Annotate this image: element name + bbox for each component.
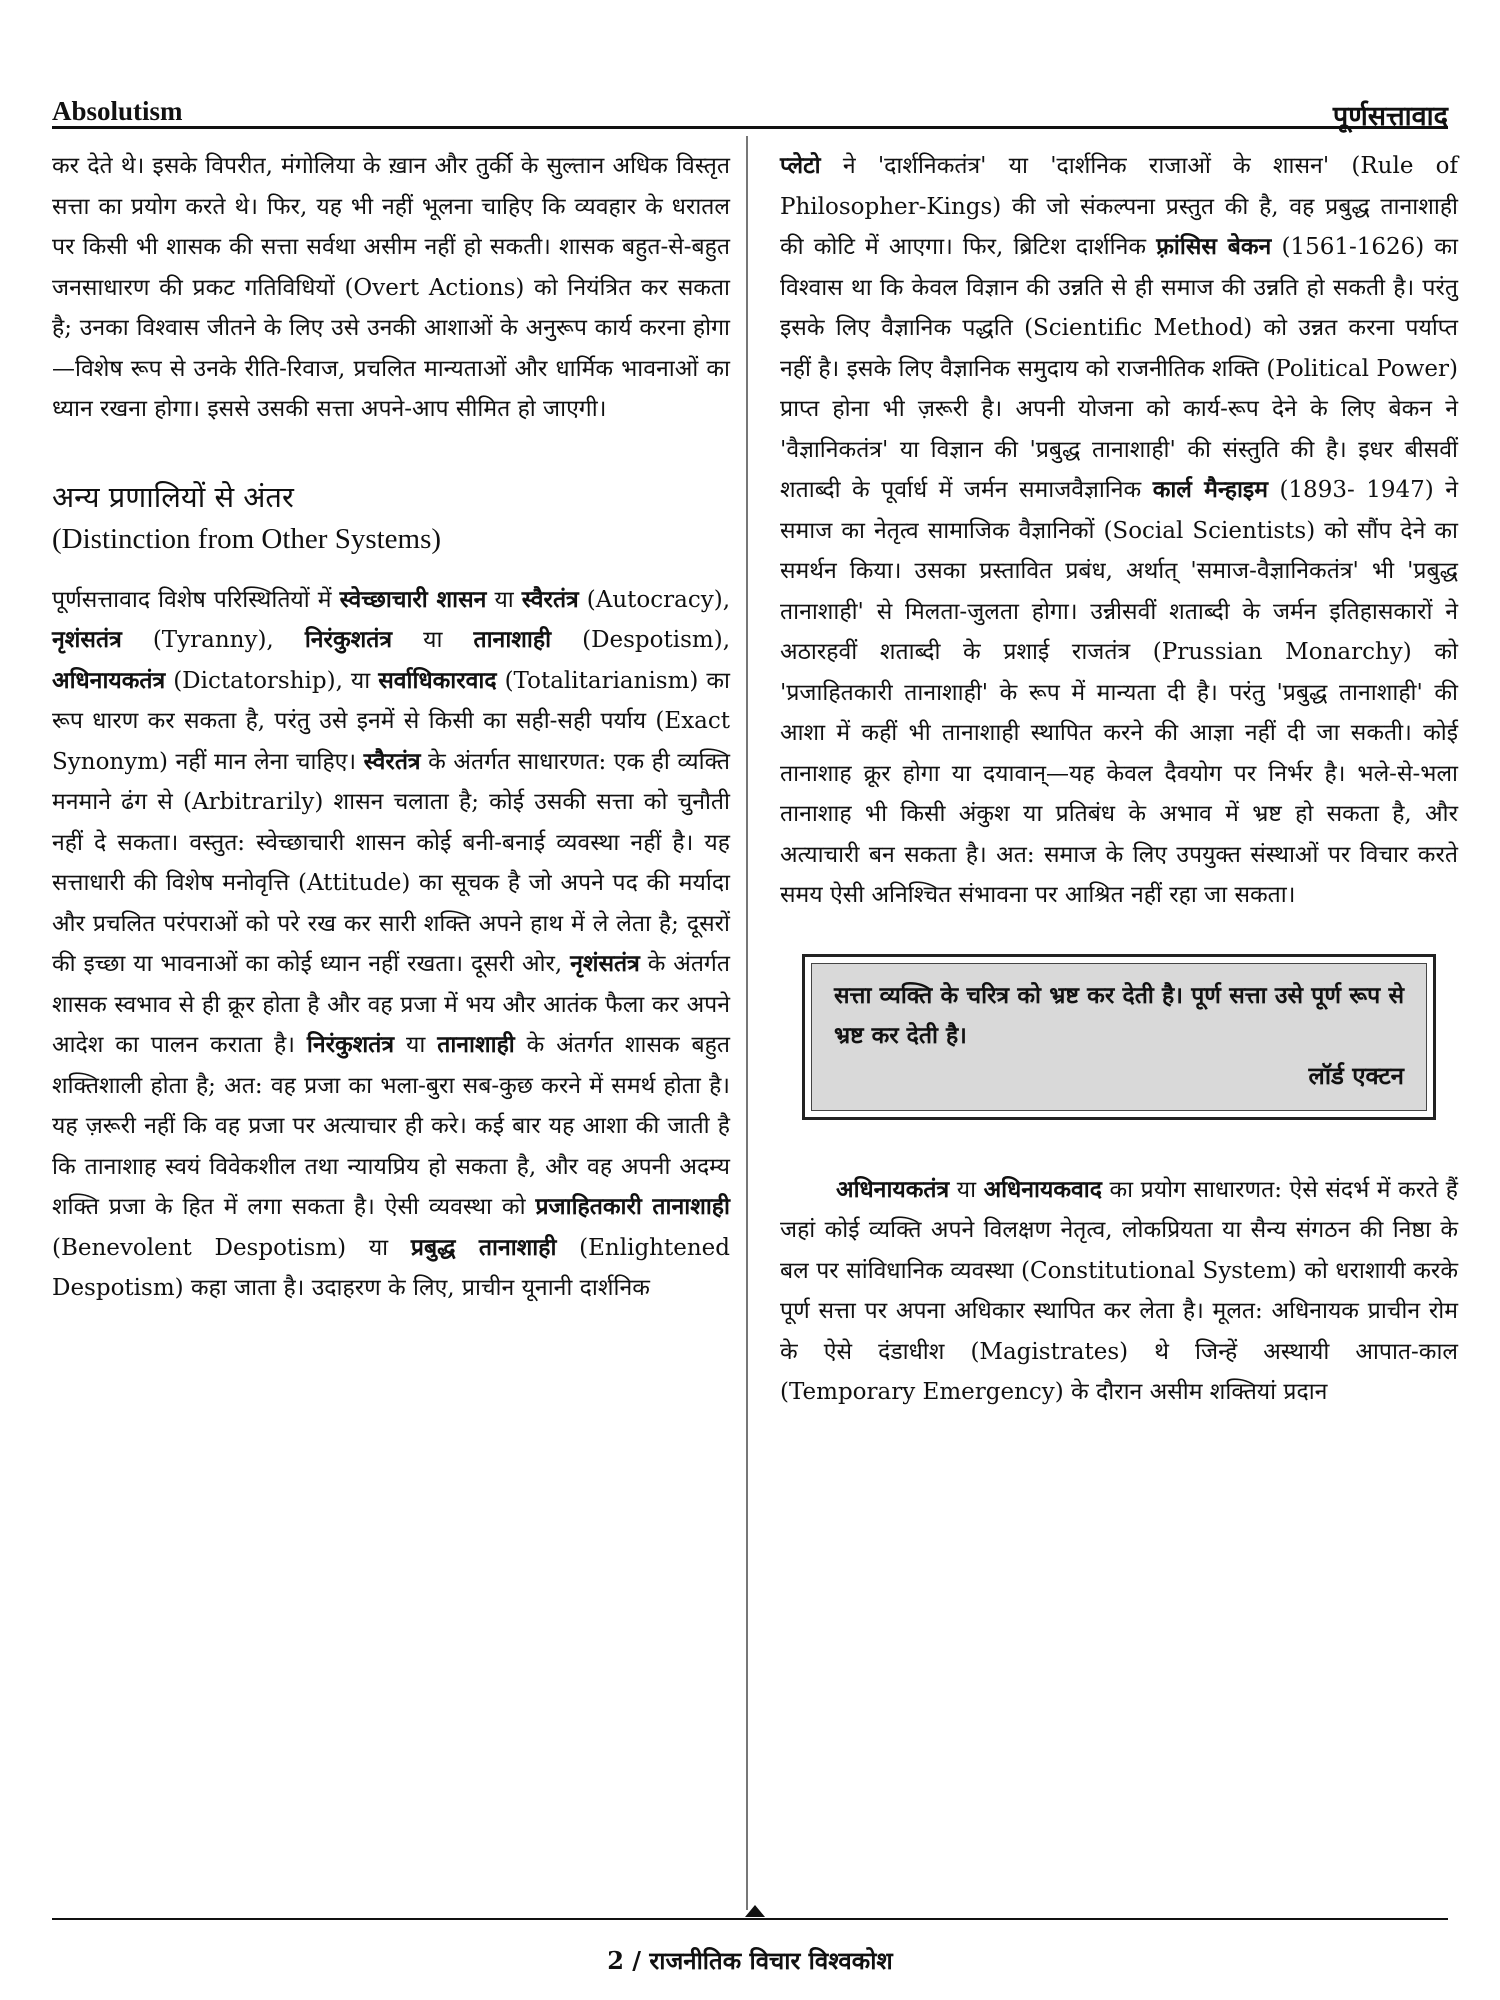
term-dictatorship-hi-2: तानाशाही	[437, 1031, 515, 1058]
quote-box	[802, 954, 1436, 1120]
header-rule	[52, 126, 1448, 129]
term-autocracy-2: स्वैरतंत्र	[363, 747, 421, 775]
term-enlightened-despotism: प्रबुद्ध तानाशाही	[410, 1233, 557, 1261]
term-autocratic-rule: स्वेच्छाचारी शासन	[339, 585, 487, 613]
footer-rule	[52, 1918, 1448, 1920]
term-dictatorship: अधिनायकतंत्र	[52, 666, 166, 694]
term-autocracy: स्वैरतंत्र	[521, 585, 579, 613]
name-francis-bacon: फ़्रांसिस बेकन	[1156, 233, 1272, 260]
term-benevolent-despotism: प्रजाहितकारी तानाशाही	[535, 1193, 730, 1220]
left-paragraph-1: कर देते थे। इसके विपरीत, मंगोलिया के ख़ान और तुर्की के सुल्तान अधिक विस्तृत सत्ता का प्रयोग करते थे। फिर, यह भी नहीं भूलना चाहिए कि व्यवहार के धरातल पर किसी भी शासक की सत्ता सर्वथा असीम नहीं हो सकती। शासक बहुत-से-बहुत जनसाधारण की प्रकट गतिविधियों (Overt Actions) को नियंत्रित कर सकता है; उनका विश्वास जीतने के लिए उसे उनकी आशाओं के अनुरूप कार्य करना होगा—विशेष रूप से उनके रीति-रिवाज, प्रचलित मान्यताओं और धार्मिक भावनाओं का ध्यान रखना होगा। इससे उसकी सत्ता अपने-आप सीमित हो जाएगी।	[52, 153, 730, 422]
right-paragraph-2: अधिनायकतंत्र या अधिनायकवाद का प्रयोग साधारणत: ऐसे संदर्भ में करते हैं जहां कोई व्यक्ति अपने विलक्षण नेतृत्व, लोकप्रियता या सैन्य संगठन की निष्ठा के बल पर सांविधानिक व्यवस्था (Constitutional System) को धराशायी करके पूर्ण सत्ता पर अपना अधिकार स्थापित कर लेता है। मूलत: अधिनायक प्राचीन रोम के ऐसे दंडाधीश (Magistrates) थे जिन्हें अस्थायी आपात-काल (Temporary Emergency) के दौरान असीम शक्तियां प्रदान	[780, 1175, 1459, 1405]
left-column	[52, 146, 730, 1309]
term-totalitarianism: सर्वाधिकारवाद	[378, 666, 497, 694]
term-tyranny: नृशंसतंत्र	[52, 626, 122, 653]
right-column	[780, 146, 1458, 1413]
term-despotism-2: निरंकुशतंत्र	[306, 1031, 395, 1058]
quote-inner	[811, 963, 1427, 1111]
running-header	[52, 96, 1448, 136]
term-authoritarianism: अधिनायकवाद	[983, 1175, 1102, 1203]
term-despotism: निरंकुशतंत्र	[304, 626, 393, 653]
section-title-hindi: अन्य प्रणालियों से अंतर	[52, 479, 294, 514]
header-hindi-title: पूर्णसत्तावाद	[1332, 101, 1448, 132]
left-paragraph-2: पूर्णसत्तावाद विशेष परिस्थितियों में स्वेच्छाचारी शासन या स्वैरतंत्र (Autocracy), नृशंसतंत्र (Tyranny), निरंकुशतंत्र या तानाशाही (Despotism), अधिनायकतंत्र (Dictatorship), या सर्वाधिकारवाद (Totalitarianism) का रूप धारण कर सकता है, परंतु उसे इनमें से किसी का सही-सही पर्याय (Exact Synonym) नहीं मान लेना चाहिए। स्वैरतंत्र के अंतर्गत साधारणत: एक ही व्यक्ति मनमाने ढंग से (Arbitrarily) शासन चलाता है; कोई उसकी सत्ता को चुनौती नहीं दे सकता। वस्तुत: स्वेच्छाचारी शासन कोई बनी-बनाई व्यवस्था नहीं है। यह सत्ताधारी की विशेष मनोवृत्ति (Attitude) का सूचक है जो अपने पद की मर्यादा और प्रचलित परंपराओं को परे रख कर सारी शक्ति अपने हाथ में ले लेता है; दूसरों की इच्छा या भावनाओं का कोई ध्यान नहीं रखता। दूसरी ओर, नृशंसतंत्र के अंतर्गत शासक स्वभाव से ही क्रूर होता है और वह प्रजा में भय और आतंक फैला कर अपने आदेश का पालन कराता है। निरंकुशतंत्र या तानाशाही के अंतर्गत शासक बहुत शक्तिशाली होता है; अत: वह प्रजा का भला-बुरा सब-कुछ करने में समर्थ होता है। यह ज़रूरी नहीं कि वह प्रजा पर अत्याचार ही करे। कई बार यह आशा की जाती है कि तानाशाह स्वयं विवेकशील तथा न्यायप्रिय हो सकता है, और वह अपनी अदम्य शक्ति प्रजा के हित में लगा सकता है। ऐसी व्यवस्था को प्रजाहितकारी तानाशाही (Benevolent Despotism) या प्रबुद्ध तानाशाही (Enlightened Despotism) कहा जाता है। उदाहरण के लिए, प्राचीन यूनानी दार्शनिक	[52, 585, 731, 1301]
right-paragraph-1: प्लेटो ने 'दार्शनिकतंत्र' या 'दार्शनिक राजाओं के शासन' (Rule of Philosopher-Kings) की जो संकल्पना प्रस्तुत की है, वह प्रबुद्ध तानाशाही की कोटि में आएगा। फिर, ब्रिटिश दार्शनिक फ़्रांसिस बेकन (1561-1626) का विश्वास था कि केवल विज्ञान की उन्नति से ही समाज की उन्नति हो सकती है। परंतु इसके लिए वैज्ञानिक पद्धति (Scientific Method) को उन्नत करना पर्याप्त नहीं है। इसके लिए वैज्ञानिक समुदाय को राजनीतिक शक्ति (Political Power) प्राप्त होना भी ज़रूरी है। अपनी योजना को कार्य-रूप देने के लिए बेकन ने 'वैज्ञानिकतंत्र' या विज्ञान की 'प्रबुद्ध तानाशाही' की संस्तुति की है। इधर बीसवीं शताब्दी के पूर्वार्ध में जर्मन समाजवैज्ञानिक कार्ल मैन्हाइम (1893- 1947) ने समाज का नेतृत्व सामाजिक वैज्ञानिकों (Social Scientists) को सौंप देने का समर्थन किया। उसका प्रस्तावित प्रबंध, अर्थात् 'समाज-वैज्ञानिकतंत्र' भी 'प्रबुद्ध तानाशाही' से मिलता-जुलता होगा। उन्नीसवीं शताब्दी के जर्मन इतिहासकारों ने अठारहवीं शताब्दी के प्रशाई राजतंत्र (Prussian Monarchy) को 'प्रजाहितकारी तानाशाही' के रूप में मान्यता दी है। परंतु 'प्रबुद्ध तानाशाही' की आशा में कहीं भी तानाशाही स्थापित करने की आज्ञा नहीं दी जा सकती। कोई तानाशाह क्रूर होगा या दयावान्—यह केवल दैवयोग पर निर्भर है। भले-से-भला तानाशाह भी किसी अंकुश या प्रतिबंध के अभाव में भ्रष्ट हो सकता है, और अत्याचारी बन सकता है। अत: समाज के लिए उपयुक्त संस्थाओं पर विचार करते समय ऐसी अनिश्चित संभावना पर आश्रित नहीं रहा जा सकता।	[780, 152, 1458, 908]
name-plato: प्लेटो	[780, 152, 821, 179]
header-english-title: Absolutism	[52, 96, 183, 126]
section-title-english: (Distinction from Other Systems)	[52, 522, 442, 555]
quote-text: सत्ता व्यक्ति के चरित्र को भ्रष्ट कर देती है। पूर्ण सत्ता उसे पूर्ण रूप से भ्रष्ट कर देती है।	[834, 981, 1404, 1049]
column-divider	[746, 136, 748, 1910]
term-dictatorship-hi: तानाशाही	[473, 626, 552, 653]
term-dictatorship-3: अधिनायकतंत्र	[836, 1175, 950, 1203]
quote-author: लॉर्ड एक्टन	[1308, 1060, 1404, 1090]
name-karl-mannheim: कार्ल मैन्हाइम	[1152, 476, 1268, 503]
term-tyranny-2: नृशंसतंत्र	[570, 950, 640, 977]
footer-triangle-marker	[745, 1905, 765, 1917]
page-footer: 2 / राजनीतिक विचार विश्वकोश	[607, 1946, 893, 1975]
